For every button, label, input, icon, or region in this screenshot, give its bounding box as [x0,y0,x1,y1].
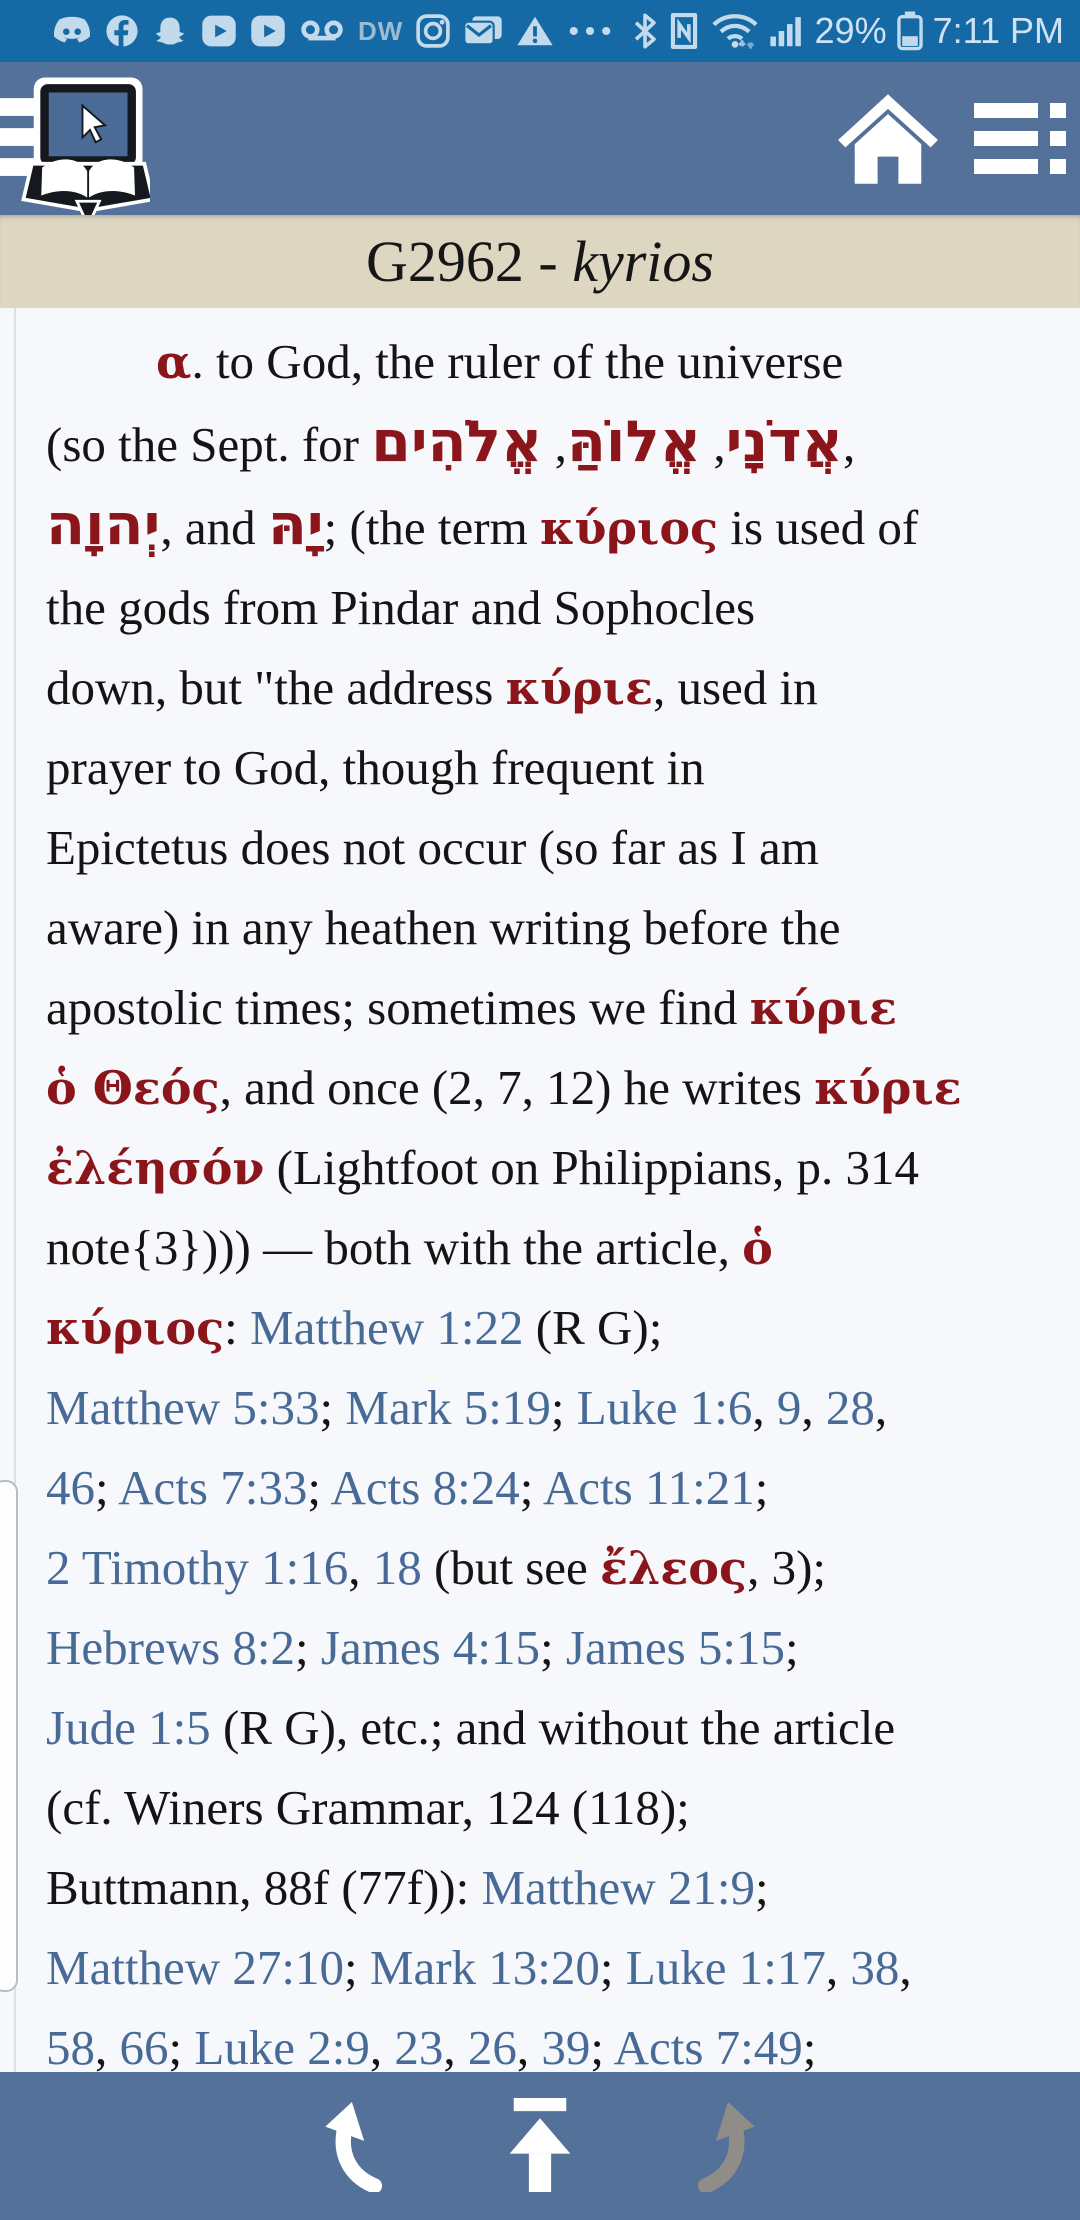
bluetooth-icon [633,13,657,49]
plain-text: down, but "the address [46,660,506,715]
plain-text: the gods from Pindar and Sophocles [46,580,756,635]
lexicon-content-panel[interactable] [0,308,1080,2072]
scripture-link[interactable]: 28 [825,1380,875,1435]
plain-text: (cf. Winers Grammar, 124 (118); [46,1780,690,1835]
scripture-link[interactable]: 23 [394,2020,444,2072]
scripture-link[interactable]: 66 [119,2020,169,2072]
plain-text: , [516,2020,542,2072]
lexicon-line [46,1448,1040,1528]
more-dots-icon [567,25,613,37]
home-icon[interactable] [836,91,940,187]
plain-text: ; [344,1940,370,1995]
scripture-link[interactable]: 2 Timothy 1:16 [46,1540,349,1595]
greek-word-link[interactable]: κύριε [505,661,653,715]
plain-text: ; [307,1460,331,1515]
plain-text: is used of [718,500,919,555]
lexicon-line [46,485,1040,568]
greek-word-link[interactable]: ἐλέησόν [46,1141,265,1195]
scripture-link[interactable]: Luke 1:17 [625,1940,826,1995]
forward-arrow-icon [681,2100,767,2192]
plain-text: (Lightfoot on Philippians, p. 314 [264,1140,920,1195]
plain-text: , [701,417,726,472]
scripture-link[interactable]: Matthew 5:33 [46,1380,320,1435]
clock: 7:11 PM [932,10,1064,51]
plain-text: ; [590,2020,614,2072]
forward-button[interactable] [680,2098,768,2194]
scripture-link[interactable]: Matthew 27:10 [46,1940,345,1995]
lexicon-line [46,1128,1040,1208]
play-icon [250,14,286,48]
lexicon-line [46,888,1040,968]
plain-text: , [842,417,856,472]
lexicon-line [46,568,1040,648]
plain-text: ; [755,1860,769,1915]
lexicon-line [46,1208,1040,1288]
lexicon-line [46,322,1040,402]
lexicon-line [46,1368,1040,1448]
scripture-link[interactable]: Acts 7:33 [118,1460,308,1515]
battery-percent: 29% [814,10,887,51]
scripture-link[interactable]: Matthew 21:9 [481,1860,756,1915]
plain-text: Epictetus does not occur (so far as I am [46,820,819,875]
lexicon-line [46,1048,1040,1128]
plain-text: , [874,1380,888,1435]
plain-text: , used in [652,660,818,715]
hebrew-word-link[interactable]: אֱלוֹהַּ [566,409,702,475]
plain-text: , [95,2020,120,2072]
greek-word-link[interactable]: ἔλεος [600,1541,748,1595]
plain-text: ; [95,1460,119,1515]
blue-letter-bible-logo-icon[interactable] [0,70,150,220]
plain-text: ; (the term [323,500,540,555]
plain-text: , [899,1940,912,1995]
status-bar [0,0,1080,62]
plain-text: ; [599,1940,626,1995]
plain-text: , [752,1380,777,1435]
plain-text: , 3); [747,1540,826,1595]
email-icon [463,14,503,48]
plain-text: note{3}))) — both with the article, [46,1220,743,1275]
plain-text: (R G), etc.; and without the article [210,1700,896,1755]
scripture-link[interactable]: Hebrews 8:2 [46,1620,296,1675]
bottom-nav-bar [0,2072,1080,2220]
lexicon-line [46,1608,1040,1688]
discord-icon [52,15,92,47]
plain-text: , and once (2, 7, 12) he writes [219,1060,815,1115]
scroll-to-top-icon [498,2098,582,2194]
voicemail-icon [299,16,345,46]
plain-text: ; [295,1620,321,1675]
scripture-link[interactable]: Luke 1:6 [576,1380,753,1435]
hebrew-word-link[interactable]: אֱלֹהִים [371,409,543,475]
scripture-link[interactable]: Jude 1:5 [46,1700,211,1755]
lexicon-line [46,1288,1040,1368]
dw-icon: DW [358,15,404,46]
lexicon-line [46,1768,1040,1848]
back-arrow-icon [313,2100,399,2192]
plain-text: ; [550,1380,577,1435]
greek-word-link[interactable]: κύριος [46,1301,225,1355]
scripture-link[interactable]: 9 [776,1380,802,1435]
scripture-link[interactable]: Mark 13:20 [369,1940,600,1995]
greek-word-link[interactable]: κύριος [539,501,719,555]
greek-word-link[interactable]: κύριε [814,1061,962,1115]
lexicon-line [46,648,1040,728]
transliteration: kyrios [572,229,714,294]
greek-word-link[interactable]: κύριε [749,981,897,1035]
lexicon-line [46,1848,1040,1928]
scrollbar-thumb[interactable] [0,1480,18,1992]
plain-text: ; [540,1620,566,1675]
plain-text: , [369,2020,395,2072]
signal-icon [769,14,805,48]
entry-title-bar [0,215,1080,308]
scripture-link[interactable]: Acts 11:21 [542,1460,755,1515]
scripture-link[interactable]: Matthew 1:22 [250,1300,524,1355]
plain-text: ; [519,1460,543,1515]
strongs-number: G2962 [366,229,524,294]
hebrew-word-link[interactable]: יְהוָה [46,492,161,558]
instagram-icon [416,14,450,48]
greek-word-link[interactable]: ὁ Θεός [46,1061,220,1115]
lexicon-line [46,968,1040,1048]
plain-text: , [801,1380,826,1435]
plain-text: ; [785,1620,799,1675]
lexicon-line [46,808,1040,888]
lexicon-line [46,1528,1040,1608]
plain-text: , and [160,500,268,555]
plain-text: ; [802,2020,817,2072]
scripture-link[interactable]: James 4:15 [320,1620,541,1675]
scripture-link[interactable]: Mark 5:19 [345,1380,551,1435]
plain-text: (R G); [523,1300,663,1355]
back-button[interactable] [312,2098,400,2194]
plain-text: , [825,1940,851,1995]
scripture-link[interactable]: Luke 2:9 [194,2020,370,2072]
plain-text: (but see [421,1540,601,1595]
scripture-link[interactable]: 26 [467,2020,517,2072]
plain-text: Buttmann, 88f (77f)): [46,1860,482,1915]
plain-text: ; [168,2020,195,2072]
facebook-icon [105,14,139,48]
plain-text: ; [319,1380,346,1435]
scripture-link[interactable]: Acts 7:49 [613,2020,803,2072]
play-icon [201,14,237,48]
scripture-link[interactable]: James 5:15 [565,1620,786,1675]
hebrew-word-link[interactable]: אֲדֹנָי [725,409,843,475]
nfc-icon [667,13,701,49]
notification-icons [0,14,633,48]
greek-word-link[interactable]: α [156,335,192,389]
wifi-icon [711,12,759,50]
plain-text: , [542,417,567,472]
scripture-link[interactable]: 18 [372,1540,422,1595]
snapchat-icon [152,14,188,48]
greek-word-link[interactable]: ὁ [742,1221,773,1275]
plain-text: ; [754,1460,769,1515]
scripture-link[interactable]: 46 [46,1460,95,1515]
page-title [366,228,714,295]
plain-text: , [348,1540,373,1595]
app-header [0,62,1080,215]
system-status-icons [633,0,1080,62]
lexicon-line [46,1928,1040,2008]
plain-text: . to God, the ruler of the universe [191,334,844,389]
plain-text: aware) in any heathen writing before the [46,900,841,955]
hebrew-word-link[interactable]: יָהּ [267,492,324,558]
plain-text: apostolic times; sometimes we find [46,980,750,1035]
scroll-to-top-button[interactable] [496,2098,584,2194]
scripture-link[interactable]: Acts 8:24 [330,1460,520,1515]
lexicon-line [46,2008,1040,2072]
plain-text: prayer to God, though frequent in [46,740,705,795]
menu-icon[interactable] [974,97,1066,181]
lexicon-line [46,1688,1040,1768]
plain-text: (so the Sept. for [46,417,372,472]
plain-text: , [443,2020,468,2072]
scripture-link[interactable]: 38 [850,1940,900,1995]
plain-text: : [224,1300,250,1355]
lexicon-text [46,322,1040,2072]
battery-icon [897,11,923,51]
lexicon-line [46,402,1040,485]
warning-icon [516,14,554,48]
scripture-link[interactable]: 58 [46,2020,95,2072]
scripture-link[interactable]: 39 [541,2020,591,2072]
lexicon-line [46,728,1040,808]
title-separator: - [523,229,573,294]
